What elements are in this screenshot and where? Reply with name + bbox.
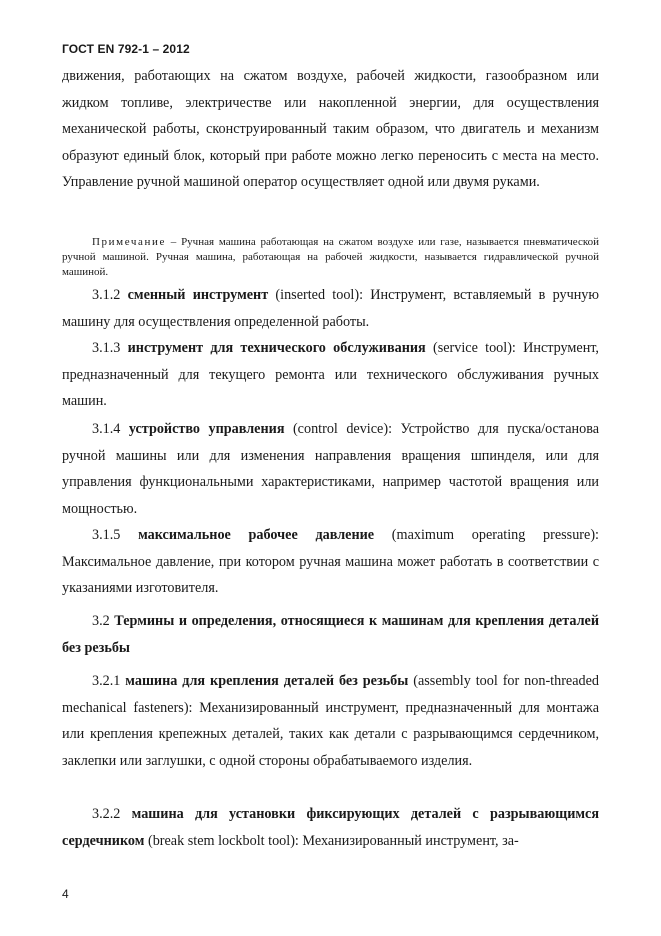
term-3-2-2 <box>62 801 599 854</box>
term-3-1-5 <box>62 522 599 602</box>
term-number: 3.1.2 <box>92 287 121 303</box>
term-definition: (inserted tool): Инструмент, вставляемый в ручную машину для осуществления определенной работы. <box>62 287 600 330</box>
page-number: 4 <box>62 887 69 901</box>
standard-header: ГОСТ EN 792-1 – 2012 <box>62 42 190 56</box>
section-3-2-heading <box>62 608 599 661</box>
note-text: – Ручная машина работающая на сжатом воздухе или газе, называется пневматической ручной машиной. Ручная машина, работающая на рабочей жидкости, называется гидравлической ручной машиной. <box>62 236 599 278</box>
term-definition: (maximum operating pressure): Максимальное давление, при котором ручная машина может работать в соответствии с указаниями изготовителя. <box>62 527 599 596</box>
term-definition: (service tool): Инструмент, предназначенный для текущего ремонта или технического обслуживания ручных машин. <box>62 340 599 409</box>
term-number: 3.2.2 <box>92 806 121 822</box>
term-3-2-1 <box>62 668 599 774</box>
section-number: 3.2 <box>92 613 110 629</box>
term-title: устройство управления <box>128 421 285 437</box>
term-title: сменный инструмент <box>127 287 269 303</box>
term-3-1-2 <box>62 282 599 335</box>
section-title: Термины и определения, относящиеся к машинам для крепления деталей без резьбы <box>62 613 599 656</box>
term-definition: (break stem lockbolt tool): Механизированный инструмент, за- <box>144 832 519 849</box>
term-number: 3.1.3 <box>92 340 121 356</box>
term-title: инструмент для технического обслуживания <box>127 340 426 356</box>
note-block <box>62 235 599 279</box>
term-title: максимальное рабочее давление <box>138 527 375 543</box>
term-number: 3.1.4 <box>92 421 121 437</box>
intro-paragraph: движения, работающих на сжатом воздухе, рабочей жидкости, газообразном или жидком топливе, электричестве или накопленной энергии, для осуществления механической работы, сконструированный таким образом, что двигатель и механизм образуют единый блок, который при работе можно легко переносить с места на место. Управление ручной машиной оператор осуществляет одной или двумя руками. <box>62 68 599 190</box>
term-number: 3.1.5 <box>92 527 121 543</box>
term-definition: (assembly tool for non-threaded mechanical fasteners): Механизированный инструмент, предназначенный для монтажа или крепления крепежных деталей, таких как детали с разрывающимся сердечником, заклепки или заглушки, с одной стороны обрабатываемого изделия. <box>62 673 600 769</box>
term-definition: (control device): Устройство для пуска/останова ручной машины или для изменения направления вращения шпинделя, или для управления функциональными характеристиками, например частотой вращения или мощностью. <box>62 421 600 517</box>
term-title: машина для установки фиксирующих деталей с разрывающимся сердечником <box>62 806 599 849</box>
term-title: машина для крепления деталей без резьбы <box>125 673 409 689</box>
note-label: Примечание <box>92 236 166 248</box>
term-3-1-4 <box>62 416 599 522</box>
term-number: 3.2.1 <box>92 673 121 689</box>
term-3-1-3 <box>62 335 599 415</box>
